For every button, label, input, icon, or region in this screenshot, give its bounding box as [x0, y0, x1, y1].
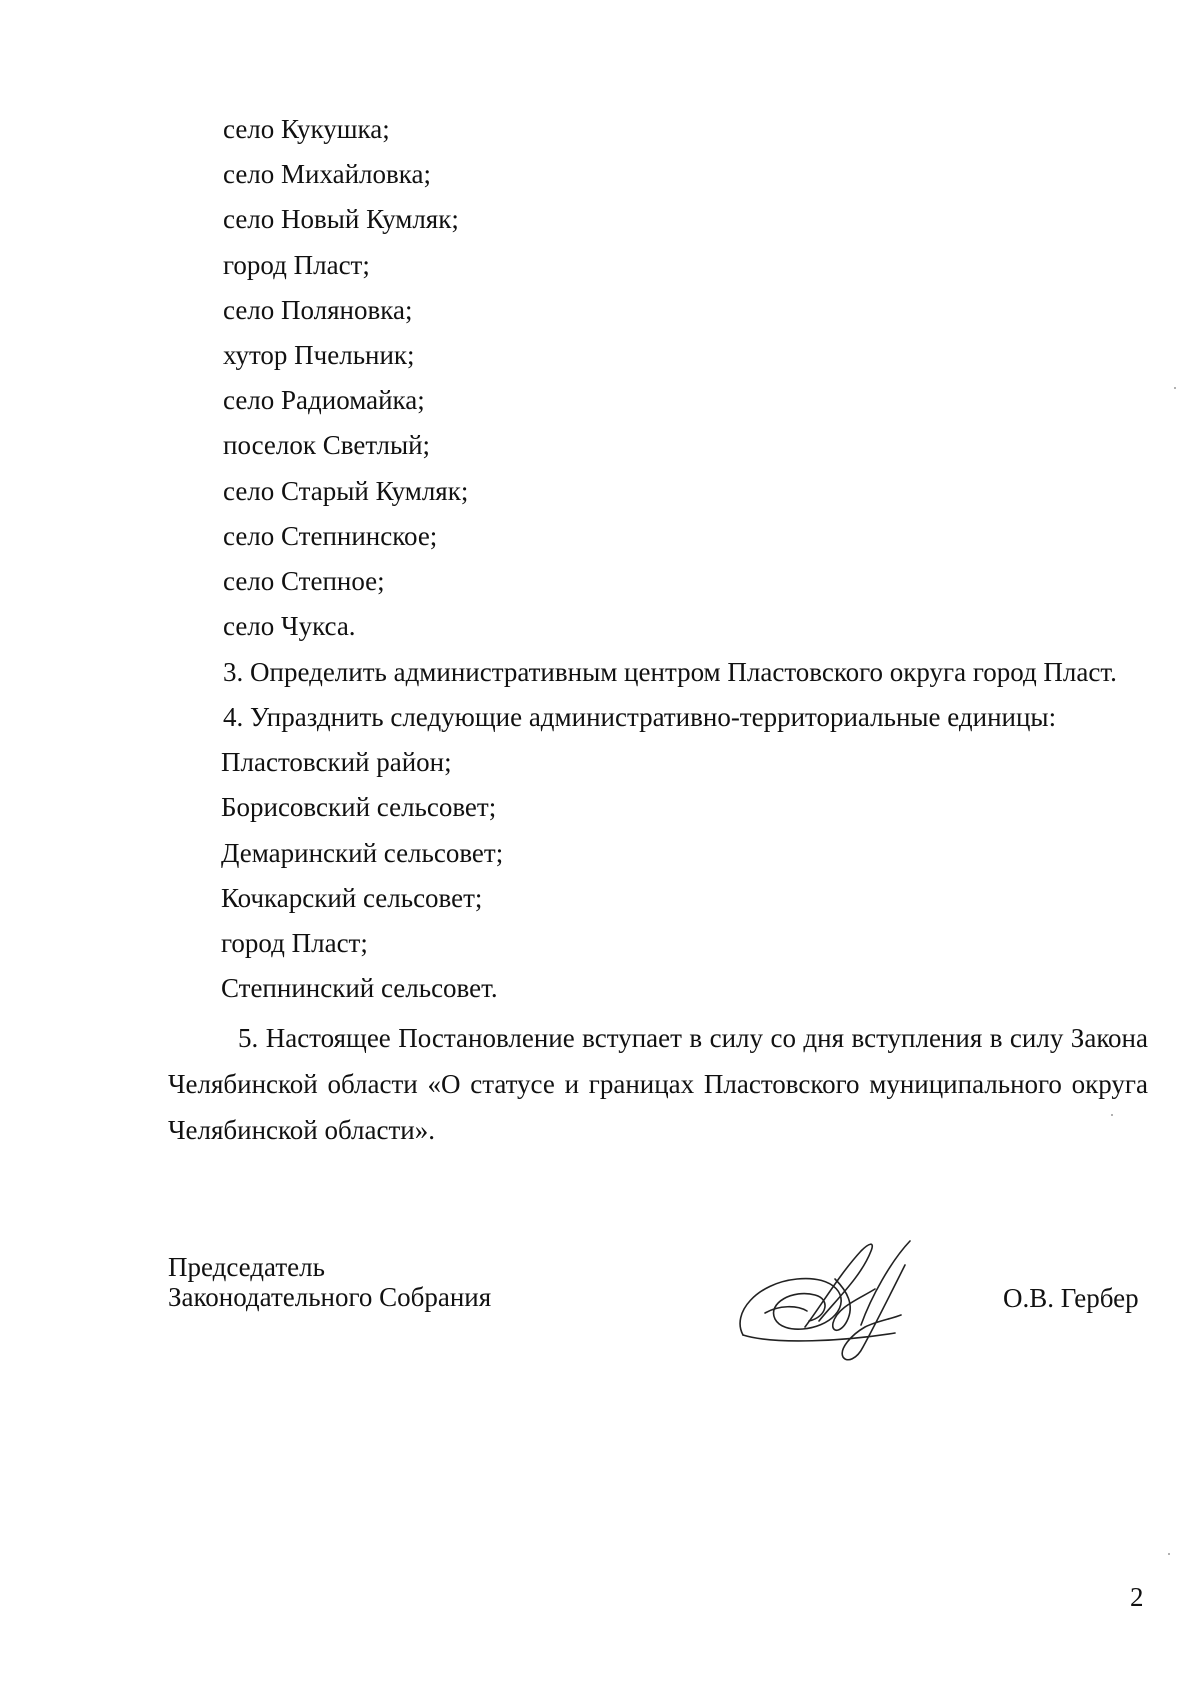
abolished-unit-item: Демаринский сельсовет;	[221, 838, 504, 868]
settlement-item: село Поляновка;	[223, 295, 413, 325]
item-3-text: 3. Определить административным центром Пластовского округа город Пласт.	[223, 657, 1117, 687]
settlement-item: село Михайловка;	[223, 159, 431, 189]
signatory-title	[168, 1252, 491, 1312]
abolished-unit-item: Пластовский район;	[221, 747, 452, 777]
signatory-name: О.В. Гербер	[1003, 1283, 1139, 1313]
settlement-item: село Кукушка;	[223, 114, 390, 144]
settlement-item: село Степное;	[223, 566, 385, 596]
scan-speck	[1174, 387, 1176, 389]
settlement-item: хутор Пчельник;	[223, 340, 415, 370]
settlement-item: поселок Светлый;	[223, 430, 431, 460]
settlement-item: село Радиомайка;	[223, 385, 425, 415]
settlement-item: село Новый Кумляк;	[223, 204, 459, 234]
item-4-text: 4. Упразднить следующие административно-территориальные единицы:	[223, 702, 1057, 732]
item-5-paragraph	[168, 1015, 1148, 1153]
settlement-item: город Пласт;	[223, 250, 370, 280]
item-5-text: 5. Настоящее Постановление вступает в силу со дня вступления в силу Закона Челябинской области «О статусе и границах Пластовского муниципального округа Челябинской области».	[168, 1023, 1148, 1145]
settlement-item: село Степнинское;	[223, 521, 438, 551]
signatory-title-line-1: Председатель	[168, 1252, 325, 1282]
signatory-title-line-2: Законодательного Собрания	[168, 1282, 492, 1312]
abolished-unit-item: Борисовский сельсовет;	[221, 792, 497, 822]
handwritten-signature	[735, 1225, 945, 1365]
page-number: 2	[1130, 1582, 1144, 1612]
abolished-unit-item: Кочкарский сельсовет;	[221, 883, 483, 913]
scan-speck	[1168, 1553, 1170, 1555]
settlement-item: село Старый Кумляк;	[223, 476, 469, 506]
abolished-unit-item: город Пласт;	[221, 928, 368, 958]
settlement-item: село Чукса.	[223, 611, 356, 641]
scan-speck	[1111, 1114, 1113, 1116]
abolished-unit-item: Степнинский сельсовет.	[221, 973, 498, 1003]
